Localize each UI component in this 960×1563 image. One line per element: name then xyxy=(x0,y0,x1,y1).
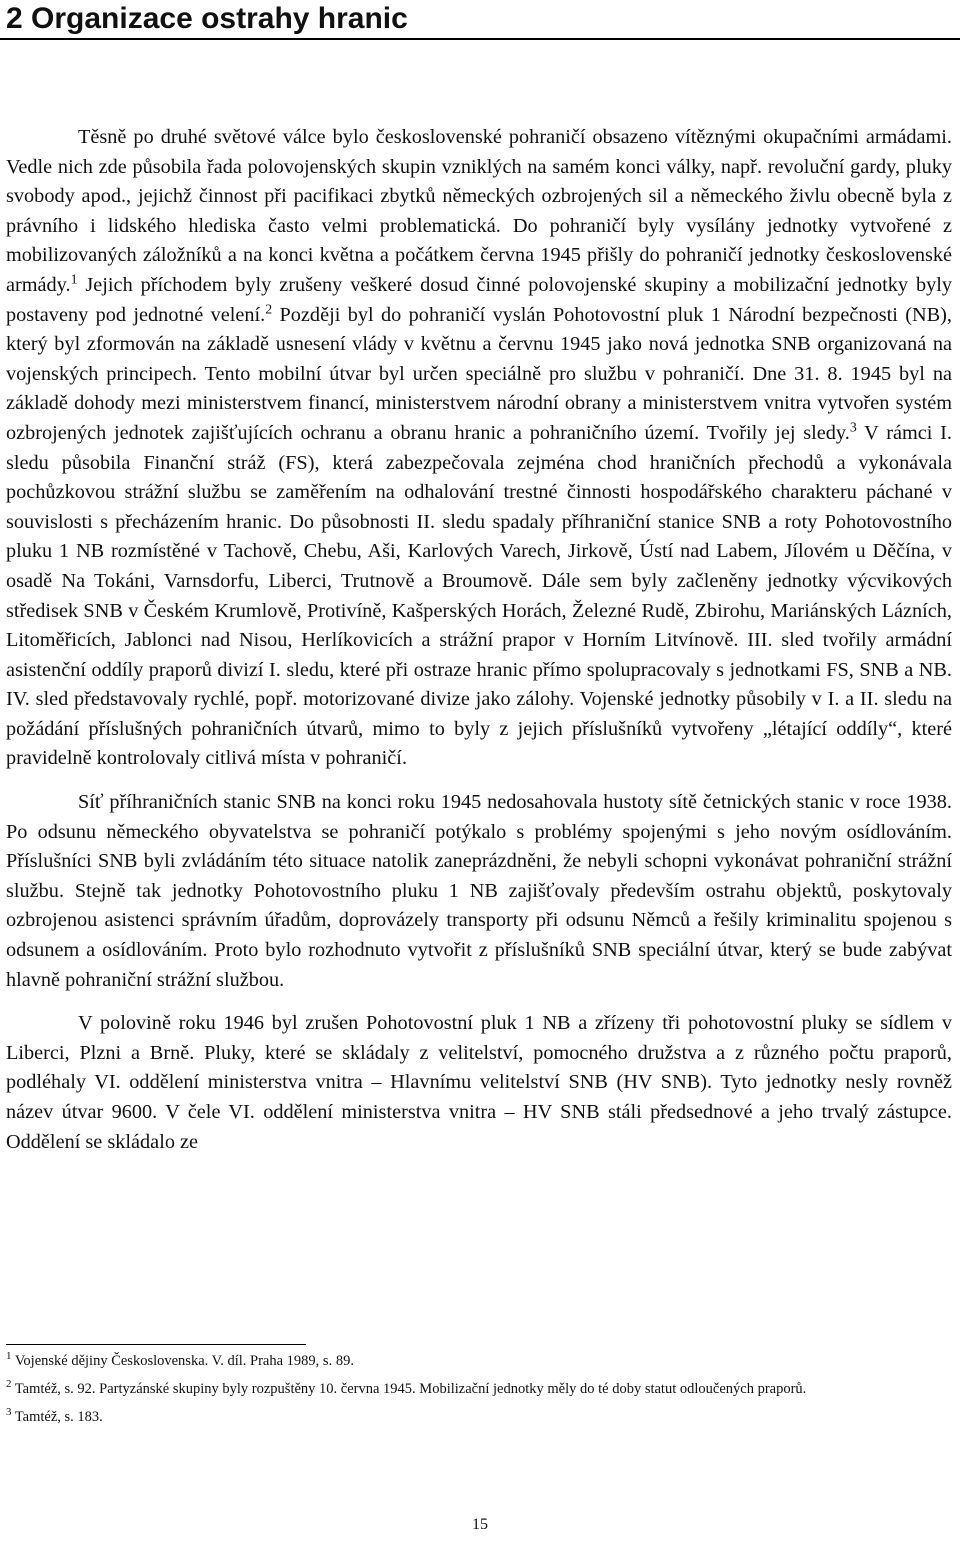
paragraph-text: Jejich příchodem byly zrušeny veškeré dosud činné polovojenské skupiny a mobilizační jednotky byly postaveny pod jednotné velení. xyxy=(6,273,952,326)
paragraph-text: Později byl do pohraničí vyslán Pohotovostní pluk 1 Národní bezpečnosti (NB), který byl zformován na základě usnesení vlády v květnu a červnu 1945 jako nová jednotka SNB organizovaná na vojenských principech. Tento mobilní útvar byl určen speciálně pro službu v pohraničí. Dne 31. 8. 1945 byl na základě dohody mezi ministerstvem financí, ministerstvem národní obrany a ministerstvem vnitra vytvořen systém ozbrojených jednotek zajišťujících ochranu a obranu hranic a pohraničního území. Tvořily jej sledy. xyxy=(6,303,953,444)
footnote-2 xyxy=(6,1378,952,1400)
footnotes xyxy=(6,1350,952,1434)
footnote-ref-1[interactable]: 1 xyxy=(70,271,78,287)
paragraph-2 xyxy=(6,788,952,995)
footnote-text: Tamtéž, s. 92. Partyzánské skupiny byly rozpuštěny 10. června 1945. Mobilizační jednotky měly do té doby statut odloučených praporů. xyxy=(14,1381,807,1397)
paragraph-text: V rámci I. sledu působila Finanční stráž (FS), která zabezpečovala zejména chod hraničních přechodů a vykonávala pochůzkovou strážní službu se zaměřením na odhalování trestné činnosti hospodářského charakteru páchané v souvislosti s přecházením hranic. Do působnosti II. sledu spadaly příhraniční stanice SNB a roty Pohotovostního pluku 1 NB rozmístěné v Tachově, Chebu, Aši, Karlových Varech, Jirkově, Ústí nad Labem, Jílovém u Děčína, v osadě Na Tokáni, Varnsdorfu, Liberci, Trutnově a Broumově. Dále sem byly začleněny jednotky výcvikových středisek SNB v Českém Krumlově, Protivíně, Kašperských Horách, Železné Rudě, Zbirohu, Mariánských Lázních, Litoměřicích, Jablonci nad Nisou, Herlíkovicích a strážní prapor v Horním Litvínově. III. sled tvořily armádní asistenční oddíly praporů divizí I. sledu, které při ostraze hranic přímo spolupracovaly s jednotkami FS, SNB a NB. IV. sled představovaly rychlé, popř. motorizované divize jako zálohy. Vojenské jednotky působily v I. a II. sledu na požádání příslušných pohraničních útvarů, mimo to byly z jejich příslušníků vytvořeny „létající oddíly“, které pravidelně kontrolovaly citlivá místa v pohraničí. xyxy=(6,421,952,770)
paragraph-1 xyxy=(6,123,952,774)
paragraph-text: Těsně po druhé světové válce bylo československé pohraničí obsazeno vítěznými okupačními armádami. Vedle nich zde působila řada polovojenských skupin vzniklých na samém konci války, např. revoluční gardy, pluky svobody apod., jejichž činnost při pacifikaci zbytků německých ozbrojených sil a německého živlu obecně byla z právního i lidského hlediska často velmi problematická. Do pohraničí byly vysílány jednotky vytvořené z mobilizovaných záložníků a na konci května a počátkem června 1945 přišly do pohraničí jednotky československé armády. xyxy=(6,126,952,296)
paragraph-text: V polovině roku 1946 byl zrušen Pohotovostní pluk 1 NB a zřízeny tři pohotovostní pluky se sídlem v Liberci, Plzni a Brně. Pluky, které se skládaly z velitelství, pomocného družstva a z různého počtu praporů, podléhaly VI. oddělení ministerstva vnitra – Hlavnímu velitelství SNB (HV SNB). Tyto jednotky nesly rovněž název útvar 9600. V čele VI. oddělení ministerstva vnitra – HV SNB stáli předsednové a jeho trvalý zástupce. Oddělení se skládalo ze xyxy=(6,1012,952,1153)
body-text xyxy=(6,123,952,1171)
footnote-number: 3 xyxy=(6,1406,12,1419)
chapter-title: 2 Organizace ostrahy hranic xyxy=(0,0,960,40)
footnote-3 xyxy=(6,1406,952,1428)
paragraph-text: Síť příhraničních stanic SNB na konci roku 1945 nedosahovala hustoty sítě četnických stanic v roce 1938. Po odsunu německého obyvatelstva se pohraničí potýkalo s problémy spojenými s jeho novým osídlováním. Příslušníci SNB byli zvládáním této situace natolik zaneprázdněni, že nebyli schopni vykonávat pohraniční strážní službu. Stejně tak jednotky Pohotovostního pluku 1 NB zajišťovaly především ostrahu objektů, poskytovaly ozbrojenou asistenci správním úřadům, doprovázely transporty při odsunu Němců a řešily kriminalitu spojenou s odsunem a osídlováním. Proto bylo rozhodnuto vytvořit z příslušníků SNB speciální útvar, který se bude zabývat hlavně pohraniční strážní službou. xyxy=(6,791,952,991)
footnote-number: 1 xyxy=(6,1350,12,1363)
paragraph-3 xyxy=(6,1009,952,1157)
footnote-divider xyxy=(6,1344,306,1345)
footnote-ref-3[interactable]: 3 xyxy=(849,419,857,435)
footnote-text: Vojenské dějiny Československa. V. díl. Praha 1989, s. 89. xyxy=(14,1353,354,1369)
page-number: 15 xyxy=(472,1516,488,1533)
footnote-ref-2[interactable]: 2 xyxy=(265,300,273,316)
footnote-number: 2 xyxy=(6,1378,12,1391)
footnote-text: Tamtéž, s. 183. xyxy=(14,1409,103,1425)
footnote-1 xyxy=(6,1350,952,1372)
